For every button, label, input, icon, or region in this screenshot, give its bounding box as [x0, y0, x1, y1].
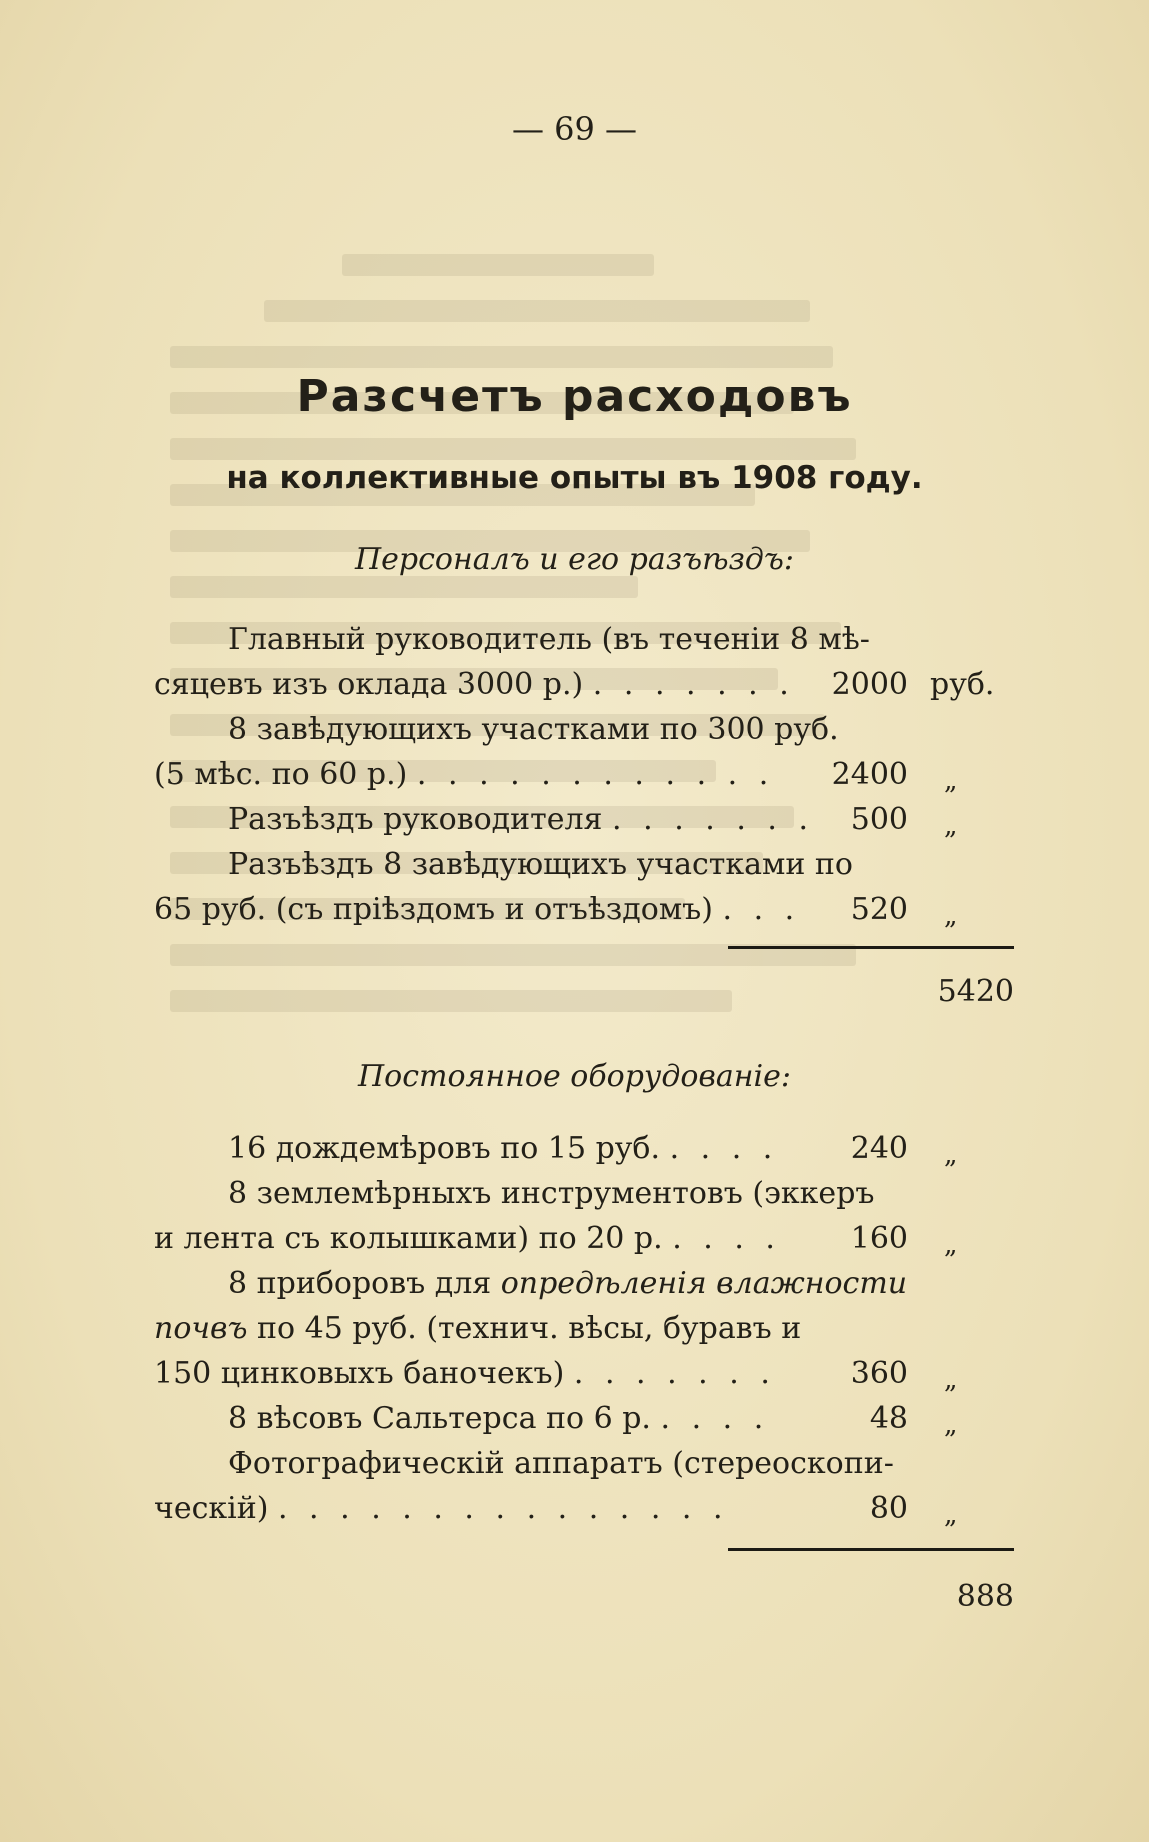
section-heading-equipment: Постоянное оборудованіе:: [358, 1059, 791, 1094]
list-item: [154, 1401, 1014, 1440]
item-text: 65 руб. (съ пріѣздомъ и отъѣздомъ) . . .: [154, 892, 801, 927]
item-amount: 360: [850, 1356, 908, 1391]
item-text: 8 землемѣрныхъ инструментовъ (эккеръ: [228, 1176, 875, 1211]
item-amount: 2400: [831, 757, 908, 792]
list-item: [154, 1267, 1014, 1301]
item-text: Разъѣздъ 8 завѣдующихъ участками по: [228, 847, 853, 882]
item-unit: руб.: [930, 667, 995, 702]
list-item: [154, 1356, 1014, 1395]
item-text: 8 вѣсовъ Сальтерса по 6 р. . . . .: [228, 1401, 770, 1436]
item-amount: 240: [850, 1131, 908, 1166]
item-text: Главный руководитель (въ теченіи 8 мѣ-: [228, 622, 870, 657]
item-text: Разъѣздъ руководителя . . . . . . .: [228, 802, 815, 837]
list-item: [154, 1221, 1014, 1260]
item-unit: „: [944, 1500, 958, 1530]
list-item: [154, 1131, 1014, 1170]
item-text: ческій) . . . . . . . . . . . . . . .: [154, 1491, 729, 1526]
item-unit: „: [944, 1365, 958, 1395]
item-text: и лента съ колышками) по 20 р. . . . .: [154, 1221, 781, 1256]
page-subtitle: на коллективные опыты въ 1908 году.: [226, 460, 923, 496]
list-item: [154, 1447, 1014, 1481]
sum-rule: [728, 946, 1014, 949]
item-unit: „: [944, 766, 958, 796]
list-item: [154, 668, 1014, 702]
section-total: 5420: [937, 974, 1014, 1009]
list-item: [154, 1491, 1014, 1530]
list-item: [154, 848, 1014, 882]
sum-rule: [728, 1548, 1014, 1551]
list-item: [154, 892, 1014, 931]
item-amount: 160: [850, 1221, 908, 1256]
item-text: 16 дождемѣровъ по 15 руб. . . . .: [228, 1131, 779, 1166]
list-item: [154, 1177, 1014, 1211]
item-unit: „: [944, 1410, 958, 1440]
item-amount: 48: [869, 1401, 908, 1436]
page-number: — 69 —: [511, 110, 638, 148]
list-item: [154, 802, 1014, 841]
item-amount: 2000: [831, 667, 908, 702]
page-title: Разсчетъ расходовъ: [296, 371, 853, 422]
item-text: 8 приборовъ для опредѣленія влажности: [228, 1266, 908, 1301]
list-item: [154, 713, 1014, 747]
item-unit: „: [944, 1140, 958, 1170]
item-unit: „: [944, 811, 958, 841]
item-unit: „: [944, 1230, 958, 1260]
item-text: (5 мѣс. по 60 р.) . . . . . . . . . . . .: [154, 757, 775, 792]
item-amount: 500: [850, 802, 908, 837]
item-unit: „: [944, 901, 958, 931]
list-item: [154, 757, 1014, 796]
section-total: 888: [956, 1579, 1014, 1614]
list-item: [154, 1312, 1014, 1346]
item-amount: 80: [869, 1491, 908, 1526]
item-text: почвъ по 45 руб. (технич. вѣсы, буравъ и: [154, 1311, 802, 1346]
list-item: [154, 623, 1014, 657]
item-text: 150 цинковыхъ баночекъ) . . . . . . .: [154, 1356, 776, 1391]
item-text: Фотографическій аппаратъ (стереоскопи-: [228, 1446, 894, 1481]
item-text: 8 завѣдующихъ участками по 300 руб.: [228, 712, 839, 747]
item-amount: 520: [850, 892, 908, 927]
section-heading-personnel: Персоналъ и его разъѣздъ:: [354, 542, 795, 577]
item-text: сяцевъ изъ оклада 3000 р.) . . . . . . .: [154, 667, 795, 702]
